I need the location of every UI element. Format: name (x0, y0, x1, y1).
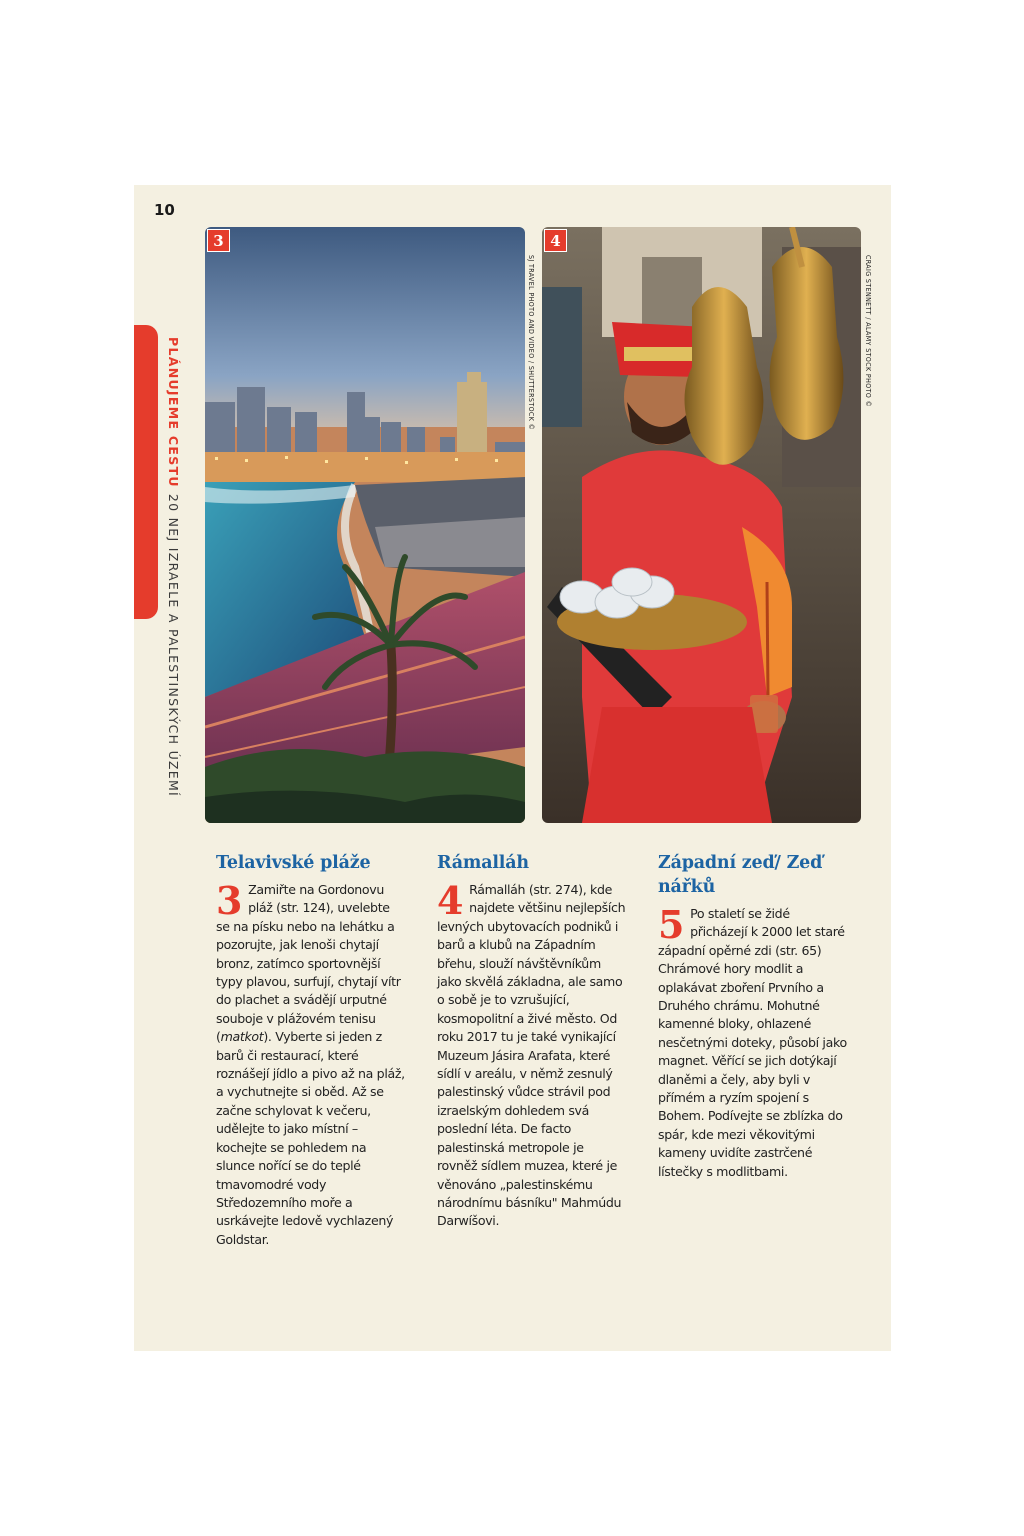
photo-number-badge: 4 (544, 229, 567, 252)
photo-ramallah-vendor (542, 227, 861, 823)
running-header (166, 337, 180, 797)
photo-number-badge: 3 (207, 229, 230, 252)
article-title: Telavivské pláže (216, 853, 371, 873)
article-title: Rámalláh (437, 853, 529, 873)
section-label: PLÁNUJEME CESTU (166, 337, 181, 488)
article-body: 3 Zamiřte na Gordonovu pláž (str. 124), uvelebte se na písku nebo na lehátku a pozorujte, jak lenoši chytají bronz, zatímco sportovnější typy plavou, surfují, chytají vítr do plachet a svádějí urputné souboje v plážovém tenisu (matkot). Vyberte si jeden z barů či restaurací, které roznášejí jídlo a pivo až na pláž, a vychutnejte si oběd. Až se začne schylovat k večeru, udělejte to jako místní – kochejte se pohledem na slunce nořící se do teplé tmavomodré vody Středozemního moře a usrkávejte ledově vychlazený Goldstar. (216, 878, 405, 1247)
photo-credit: CRAIG STENNETT / ALAMY STOCK PHOTO © (864, 255, 872, 408)
article-title: Západní zeď/ Zeď nářků (658, 853, 823, 897)
page-number: 10 (154, 201, 175, 219)
article-number: 5 (658, 902, 685, 947)
article-western-wall (658, 851, 848, 1181)
photo-tel-aviv-beach (205, 227, 525, 823)
book-page (134, 185, 891, 1351)
section-tab (134, 325, 158, 619)
article-number: 3 (216, 878, 243, 923)
article-number: 4 (437, 878, 464, 923)
article-body: 4 Rámalláh (str. 274), kde najdete většinu nejlepších levných ubytovacích podniků i barů a klubů na Západním břehu, slouží návštěvníkům jako skvělá základna, ale samo o sobě je to vzrušující, kosmopolitní a živé město. Od roku 2017 tu je také vynikající Muzeum Jásira Arafata, které sídlí v areálu, v němž zesnulý palestinský vůdce strávil pod izraelským dohledem svá poslední léta. De facto palestinská metropole je rovněž sídlem muzea, které je věnováno „palestinskému národnímu básníku" Mahmúdu Darwíšovi. (437, 878, 626, 1229)
article-body: 5 Po staletí se židé přicházejí k 2000 let staré západní opěrné zdi (str. 65) Chrámové hory modlit a oplakávat zboření Prvního a Druhého chrámu. Mohutné kamenné bloky, ohlazené nesčetnými doteky, působí jako magnet. Věřící se jich dotýkají dlaněmi a čely, aby byli v přímém a ryzím spojení s Bohem. Podívejte se zblízka do spár, kde mezi věkovitými kameny uvidíte zastrčené lístečky s modlitbami. (658, 902, 847, 1179)
article-tel-aviv-beaches (216, 851, 406, 1249)
article-ramallah (437, 851, 627, 1231)
photo-credit: SJ TRAVEL PHOTO AND VIDEO / SHUTTERSTOCK © (527, 255, 535, 431)
chapter-label: 20 NEJ IZRAELE A PALESTINSKÝCH ÚZEMÍ (166, 493, 181, 798)
